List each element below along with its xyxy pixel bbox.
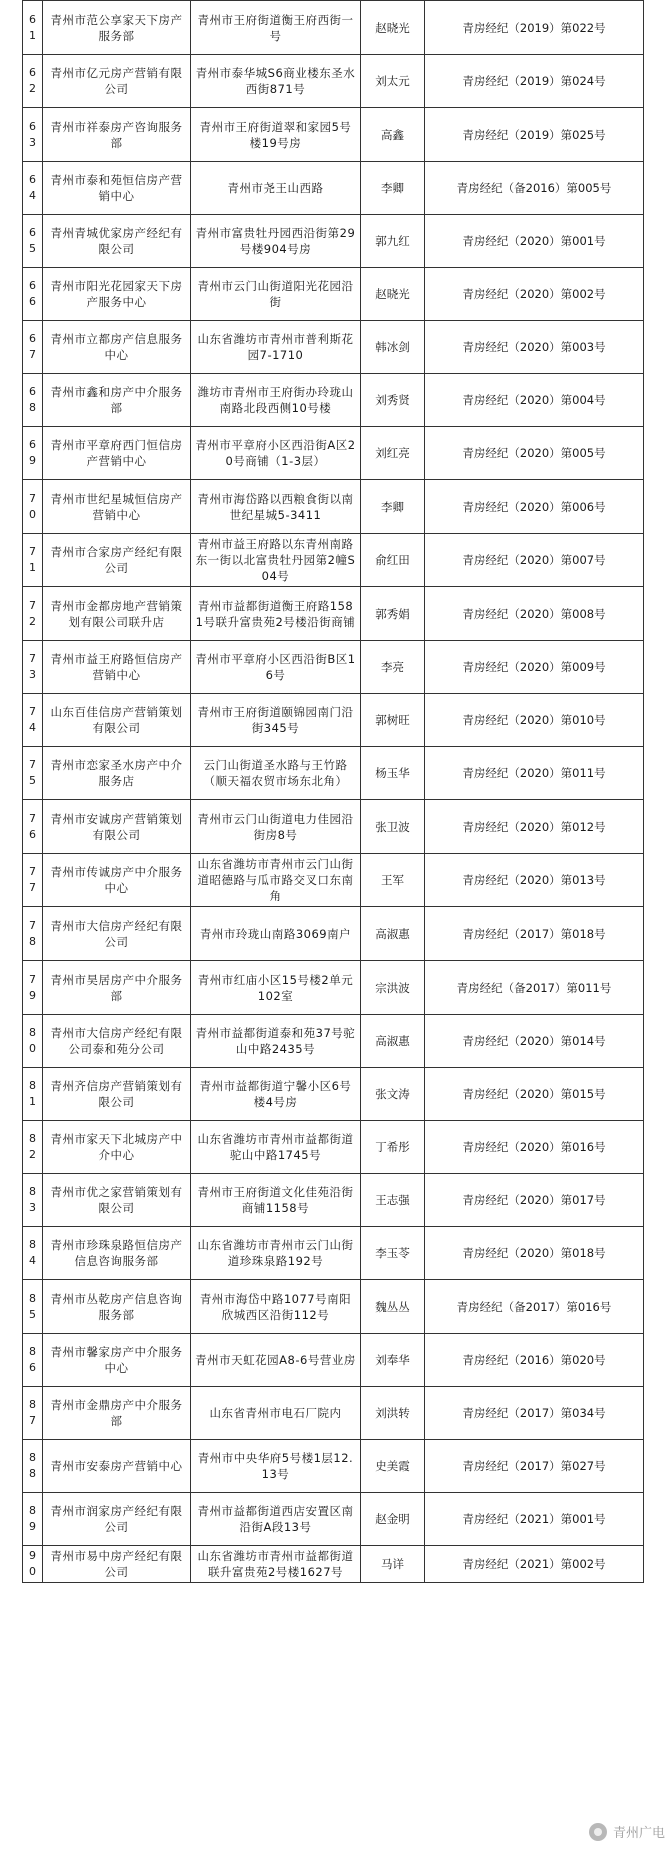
license-number: 青房经纪（2020）第013号 — [425, 854, 644, 907]
contact-person: 王志强 — [361, 1174, 425, 1227]
company-name: 青州市馨家房产中介服务中心 — [43, 1334, 191, 1387]
table-row — [23, 800, 644, 854]
row-number: 67 — [23, 321, 43, 374]
row-number: 68 — [23, 374, 43, 427]
row-number: 61 — [23, 1, 43, 55]
company-address: 潍坊市青州市王府街办玲珑山南路北段西侧10号楼 — [191, 374, 361, 427]
company-address: 青州市天虹花园A8-6号营业房 — [191, 1334, 361, 1387]
row-number: 90 — [23, 1546, 43, 1583]
license-number: 青房经纪（2016）第020号 — [425, 1334, 644, 1387]
company-address: 云门山街道圣水路与王竹路（顺天福农贸市场东北角） — [191, 747, 361, 800]
row-number: 78 — [23, 907, 43, 961]
row-number: 77 — [23, 854, 43, 907]
company-address: 青州市玲珑山南路3069南户 — [191, 907, 361, 961]
contact-person: 赵晓光 — [361, 268, 425, 321]
company-name: 青州市安泰房产营销中心 — [43, 1440, 191, 1493]
contact-person: 赵晓光 — [361, 1, 425, 55]
contact-person: 赵金明 — [361, 1493, 425, 1546]
license-number: 青房经纪（2020）第002号 — [425, 268, 644, 321]
contact-person: 李卿 — [361, 162, 425, 215]
contact-person: 魏丛丛 — [361, 1280, 425, 1334]
table-row — [23, 480, 644, 534]
license-number: 青房经纪（2020）第012号 — [425, 800, 644, 854]
company-address: 山东省青州市电石厂院内 — [191, 1387, 361, 1440]
contact-person: 韩冰剑 — [361, 321, 425, 374]
row-number: 84 — [23, 1227, 43, 1280]
license-number: 青房经纪（2020）第009号 — [425, 641, 644, 694]
table-row — [23, 321, 644, 374]
license-number: 青房经纪（2020）第005号 — [425, 427, 644, 480]
company-address: 青州市平章府小区西沿街A区20号商铺（1-3层） — [191, 427, 361, 480]
table-row — [23, 1387, 644, 1440]
company-name: 青州市家天下北城房产中介中心 — [43, 1121, 191, 1174]
company-address: 青州市益都街道泰和苑37号驼山中路2435号 — [191, 1015, 361, 1068]
registry-sheet — [22, 0, 643, 1583]
company-address: 青州市益都街道衡王府路1581号联升富贵苑2号楼沿街商铺 — [191, 587, 361, 641]
row-number: 82 — [23, 1121, 43, 1174]
license-number: 青房经纪（2020）第015号 — [425, 1068, 644, 1121]
license-number: 青房经纪（2021）第001号 — [425, 1493, 644, 1546]
table-row — [23, 162, 644, 215]
row-number: 70 — [23, 480, 43, 534]
company-name: 青州市传诚房产中介服务中心 — [43, 854, 191, 907]
company-address: 青州市益都街道西店安置区南沿街A段13号 — [191, 1493, 361, 1546]
contact-person: 刘洪转 — [361, 1387, 425, 1440]
license-number: 青房经纪（2020）第008号 — [425, 587, 644, 641]
table-row — [23, 587, 644, 641]
contact-person: 郭九红 — [361, 215, 425, 268]
contact-person: 郭秀娟 — [361, 587, 425, 641]
company-name: 青州市大信房产经纪有限公司泰和苑分公司 — [43, 1015, 191, 1068]
wechat-logo-icon — [589, 1823, 607, 1841]
table-row — [23, 1121, 644, 1174]
table-row — [23, 427, 644, 480]
table-row — [23, 1, 644, 55]
table-row — [23, 1546, 644, 1583]
row-number: 69 — [23, 427, 43, 480]
table-row — [23, 374, 644, 427]
company-address: 青州市富贵牡丹园西沿街第29号楼904号房 — [191, 215, 361, 268]
row-number: 76 — [23, 800, 43, 854]
license-number: 青房经纪（备2016）第005号 — [425, 162, 644, 215]
row-number: 80 — [23, 1015, 43, 1068]
company-name: 青州市泰和苑恒信房产营销中心 — [43, 162, 191, 215]
license-number: 青房经纪（2020）第010号 — [425, 694, 644, 747]
table-row — [23, 55, 644, 108]
company-name: 青州市合家房产经纪有限公司 — [43, 534, 191, 587]
company-address: 山东省潍坊市青州市云门山街道珍珠泉路192号 — [191, 1227, 361, 1280]
company-name: 青州市丛乾房产信息咨询服务部 — [43, 1280, 191, 1334]
company-name: 青州市立都房产信息服务中心 — [43, 321, 191, 374]
company-address: 青州市王府街道翠和家园5号楼19号房 — [191, 108, 361, 162]
table-row — [23, 1440, 644, 1493]
company-address: 青州市红庙小区15号楼2单元102室 — [191, 961, 361, 1015]
license-number: 青房经纪（2017）第027号 — [425, 1440, 644, 1493]
row-number: 73 — [23, 641, 43, 694]
license-number: 青房经纪（备2017）第011号 — [425, 961, 644, 1015]
company-address: 山东省潍坊市青州市普利斯花园7-1710 — [191, 321, 361, 374]
license-number: 青房经纪（2021）第002号 — [425, 1546, 644, 1583]
contact-person: 李玉苓 — [361, 1227, 425, 1280]
table-row — [23, 1068, 644, 1121]
license-number: 青房经纪（2020）第001号 — [425, 215, 644, 268]
row-number: 87 — [23, 1387, 43, 1440]
company-name: 青州市安诚房产营销策划有限公司 — [43, 800, 191, 854]
company-address: 青州市王府街道衡王府西街一号 — [191, 1, 361, 55]
contact-person: 史美霞 — [361, 1440, 425, 1493]
table-row — [23, 854, 644, 907]
company-name: 山东百佳信房产营销策划有限公司 — [43, 694, 191, 747]
row-number: 88 — [23, 1440, 43, 1493]
company-address: 山东省潍坊市青州市云门山街道昭德路与瓜市路交叉口东南角 — [191, 854, 361, 907]
company-name: 青州市金鼎房产中介服务部 — [43, 1387, 191, 1440]
license-number: 青房经纪（备2017）第016号 — [425, 1280, 644, 1334]
company-address: 青州市尧王山西路 — [191, 162, 361, 215]
license-number: 青房经纪（2017）第018号 — [425, 907, 644, 961]
company-address: 青州市王府街道文化佳苑沿街商铺1158号 — [191, 1174, 361, 1227]
row-number: 64 — [23, 162, 43, 215]
company-name: 青州市大信房产经纪有限公司 — [43, 907, 191, 961]
table-row — [23, 534, 644, 587]
agency-table — [22, 0, 644, 1583]
table-row — [23, 1227, 644, 1280]
table-row — [23, 1015, 644, 1068]
company-name: 青州市范公享家天下房产服务部 — [43, 1, 191, 55]
agency-table-body — [23, 1, 644, 1583]
company-address: 青州市平章府小区西沿街B区16号 — [191, 641, 361, 694]
company-name: 青州市润家房产经纪有限公司 — [43, 1493, 191, 1546]
row-number: 74 — [23, 694, 43, 747]
contact-person: 王军 — [361, 854, 425, 907]
license-number: 青房经纪（2020）第004号 — [425, 374, 644, 427]
company-address: 青州市云门山街道阳光花园沿街 — [191, 268, 361, 321]
table-row — [23, 1334, 644, 1387]
company-address: 山东省潍坊市青州市益都街道驼山中路1745号 — [191, 1121, 361, 1174]
contact-person: 刘奉华 — [361, 1334, 425, 1387]
company-name: 青州市珍珠泉路恒信房产信息咨询服务部 — [43, 1227, 191, 1280]
row-number: 81 — [23, 1068, 43, 1121]
contact-person: 李亮 — [361, 641, 425, 694]
table-row — [23, 268, 644, 321]
license-number: 青房经纪（2019）第022号 — [425, 1, 644, 55]
company-name: 青州市昊居房产中介服务部 — [43, 961, 191, 1015]
table-row — [23, 961, 644, 1015]
table-row — [23, 215, 644, 268]
company-name: 青州市祥泰房产咨询服务部 — [43, 108, 191, 162]
license-number: 青房经纪（2019）第025号 — [425, 108, 644, 162]
table-row — [23, 641, 644, 694]
license-number: 青房经纪（2020）第003号 — [425, 321, 644, 374]
license-number: 青房经纪（2020）第016号 — [425, 1121, 644, 1174]
row-number: 83 — [23, 1174, 43, 1227]
table-row — [23, 1493, 644, 1546]
watermark — [589, 1822, 665, 1841]
contact-person: 刘红亮 — [361, 427, 425, 480]
company-name: 青州市益王府路恒信房产营销中心 — [43, 641, 191, 694]
row-number: 72 — [23, 587, 43, 641]
contact-person: 杨玉华 — [361, 747, 425, 800]
row-number: 62 — [23, 55, 43, 108]
license-number: 青房经纪（2020）第017号 — [425, 1174, 644, 1227]
company-name: 青州市易中房产经纪有限公司 — [43, 1546, 191, 1583]
company-address: 青州市中央华府5号楼1层12.13号 — [191, 1440, 361, 1493]
contact-person: 宗洪波 — [361, 961, 425, 1015]
company-address: 青州市海岱路以西粮食街以南世纪星城5-3411 — [191, 480, 361, 534]
row-number: 89 — [23, 1493, 43, 1546]
license-number: 青房经纪（2020）第006号 — [425, 480, 644, 534]
table-row — [23, 907, 644, 961]
license-number: 青房经纪（2020）第018号 — [425, 1227, 644, 1280]
row-number: 85 — [23, 1280, 43, 1334]
license-number: 青房经纪（2017）第034号 — [425, 1387, 644, 1440]
row-number: 63 — [23, 108, 43, 162]
table-row — [23, 747, 644, 800]
row-number: 65 — [23, 215, 43, 268]
contact-person: 俞红田 — [361, 534, 425, 587]
license-number: 青房经纪（2020）第014号 — [425, 1015, 644, 1068]
table-row — [23, 694, 644, 747]
license-number: 青房经纪（2019）第024号 — [425, 55, 644, 108]
company-address: 青州市益都街道宁馨小区6号楼4号房 — [191, 1068, 361, 1121]
license-number: 青房经纪（2020）第007号 — [425, 534, 644, 587]
company-address: 青州市益王府路以东青州南路东一街以北富贵牡丹园第2幢S04号 — [191, 534, 361, 587]
contact-person: 马详 — [361, 1546, 425, 1583]
row-number: 66 — [23, 268, 43, 321]
license-number: 青房经纪（2020）第011号 — [425, 747, 644, 800]
row-number: 75 — [23, 747, 43, 800]
company-address: 青州市王府街道颐锦园南门沿街345号 — [191, 694, 361, 747]
contact-person: 张卫波 — [361, 800, 425, 854]
company-name: 青州市亿元房产营销有限公司 — [43, 55, 191, 108]
contact-person: 刘太元 — [361, 55, 425, 108]
company-name: 青州市鑫和房产中介服务部 — [43, 374, 191, 427]
contact-person: 高淑惠 — [361, 1015, 425, 1068]
company-name: 青州市恋家圣水房产中介服务店 — [43, 747, 191, 800]
contact-person: 刘秀贤 — [361, 374, 425, 427]
contact-person: 高淑惠 — [361, 907, 425, 961]
contact-person: 张文涛 — [361, 1068, 425, 1121]
company-name: 青州齐信房产营销策划有限公司 — [43, 1068, 191, 1121]
contact-person: 丁希彤 — [361, 1121, 425, 1174]
company-name: 青州市金都房地产营销策划有限公司联升店 — [43, 587, 191, 641]
row-number: 86 — [23, 1334, 43, 1387]
table-row — [23, 1174, 644, 1227]
company-name: 青州市世纪星城恒信房产营销中心 — [43, 480, 191, 534]
company-address: 青州市海岱中路1077号南阳欣城西区沿街112号 — [191, 1280, 361, 1334]
contact-person: 郭树旺 — [361, 694, 425, 747]
company-address: 青州市云门山街道电力佳园沿街房8号 — [191, 800, 361, 854]
company-name: 青州市平章府西门恒信房产营销中心 — [43, 427, 191, 480]
table-row — [23, 1280, 644, 1334]
contact-person: 高鑫 — [361, 108, 425, 162]
company-address: 山东省潍坊市青州市益都街道联升富贵苑2号楼1627号 — [191, 1546, 361, 1583]
table-row — [23, 108, 644, 162]
company-address: 青州市泰华城S6商业楼东圣水西街871号 — [191, 55, 361, 108]
contact-person: 李卿 — [361, 480, 425, 534]
company-name: 青州市优之家营销策划有限公司 — [43, 1174, 191, 1227]
company-name: 青州市阳光花园家天下房产服务中心 — [43, 268, 191, 321]
company-name: 青州青城优家房产经纪有限公司 — [43, 215, 191, 268]
watermark-text: 青州广电 — [612, 1826, 665, 1841]
row-number: 79 — [23, 961, 43, 1015]
row-number: 71 — [23, 534, 43, 587]
